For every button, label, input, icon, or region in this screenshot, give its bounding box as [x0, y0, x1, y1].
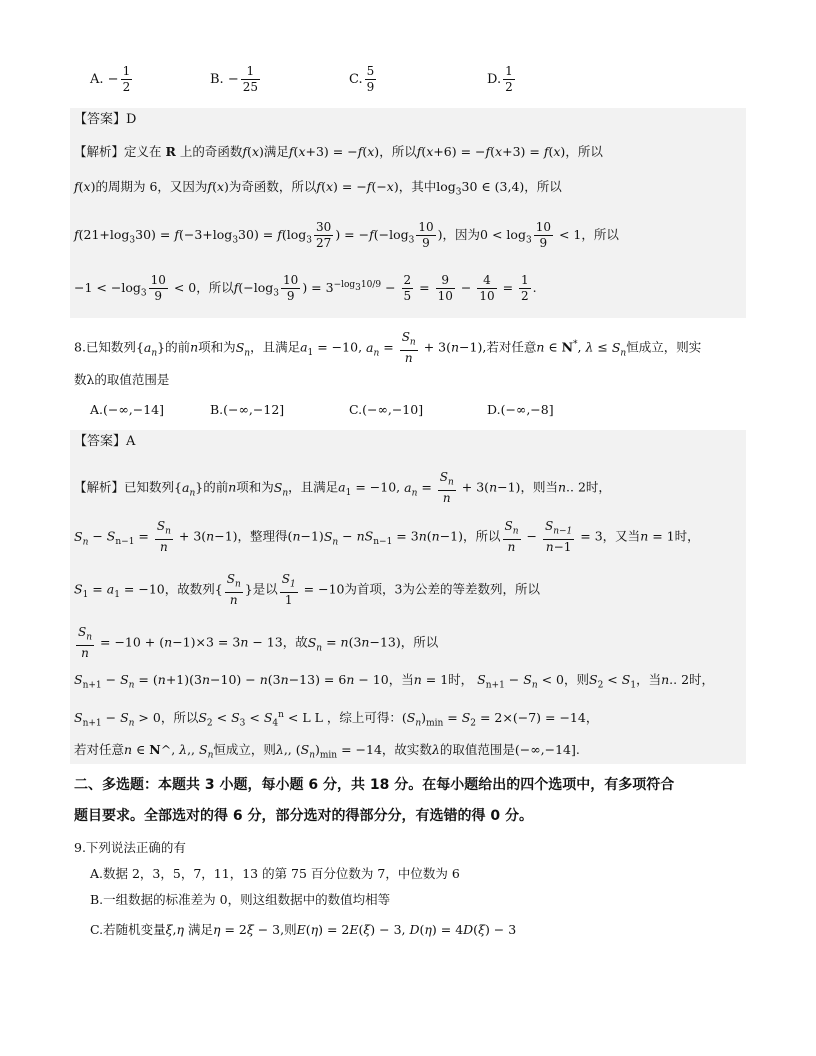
- q7-analysis-line-2: f(x)的周期为 6，又因为f(x)为奇函数，所以f(x) = −f(−x)，其中$\log_330$ ∈ (3,4)，所以: [74, 179, 562, 198]
- q7-option-c: [349, 64, 378, 95]
- q8-stem-line-2: 数λ的取值范围是: [74, 372, 170, 387]
- q8-option-c: C.(−∞,−10]: [349, 402, 424, 417]
- section-heading-line-1: 二、多选题：本题共 3 小题，每小题 6 分，共 18 分。在每小题给出的四个选项中，有多项符合: [74, 777, 675, 793]
- q8-analysis-line-2: $S_n - S_{n-1}$ = $\frac{S_n}{n}$ + 3(n−1)，整理得$(n-1)S_n - nS_{n-1} = 3n(n-1)$，所以 $\frac{S_n}{n}$ − $\frac{S_{n-1}}{n-1}$ = 3，又当n = 1时，: [74, 519, 700, 555]
- q8-analysis-line-7: 若对任意n ∈ N^, λ,, $S_n$恒成立，则λ,, $(S_n)_{min} = -14$，故实数λ的取值范围是(−∞,−14].: [74, 742, 580, 761]
- option-label: D.: [487, 72, 502, 87]
- q8-option-b: B.(−∞,−12]: [210, 402, 285, 417]
- option-label: B.: [210, 72, 224, 87]
- option-label: A.: [90, 72, 104, 87]
- q9-option-b: B.一组数据的标准差为 0，则这组数据中的数值均相等: [90, 892, 391, 907]
- q7-answer: 【答案】D: [74, 112, 137, 127]
- q9-stem: 9.下列说法正确的有: [74, 840, 186, 855]
- q8-answer: 【答案】A: [74, 434, 136, 449]
- q9-option-a: A.数据 2，3，5，7，11，13 的第 75 百分位数为 7，中位数为 6: [90, 866, 460, 881]
- q9-option-c: C.若随机变量ξ,η 满足η = 2ξ − 3,则E(η) = 2E(ξ) − 3, D(η) = 4D(ξ) − 3: [90, 922, 517, 937]
- q8-option-d: D.(−∞,−8]: [487, 402, 554, 417]
- q7-analysis-line-4: $-1 < -\log_3$ $\frac{10}{9}$ < 0，所以$f(-\log_3$ $\frac{10}{9}$ ) = $3^{-log_310/9}$ − $\frac{2}{5}$ = $\frac{9}{10}$ − $\frac{4}{10}$ = $\frac{1}{2}$ .: [74, 273, 537, 303]
- q8-analysis-line-4: $\frac{S_n}{n}$ = −10 + (n−1)×3 = 3n − 13，故$S_n = n(3n-13)$，所以: [78, 625, 439, 661]
- q8-analysis-line-5: $S_{n+1} - S_n = (n+1)(3n-10) - n(3n-13) = 6n - 10$，当n = 1时， $S_{n+1} - S_n < 0$，则$S_2 < S_1$，当n.. 2时，: [74, 672, 715, 691]
- q7-analysis-line-1: 【解析】定义在 R 上的奇函数f(x)满足f(x+3) = −f(x)，所以f(x+6) = −f(x+3) = f(x)，所以: [74, 144, 603, 159]
- option-label: C.: [349, 72, 363, 87]
- fraction: $\frac{1}{2}$: [122, 64, 131, 94]
- fraction: $\frac{1}{2}$: [505, 64, 513, 94]
- q7-analysis-line-3: $f(21+\log_330) = f(-3+\log_330) = f(\log_3$ $\frac{30}{27}$ ) = $-f(-\log_3$ $\frac{10}{9}$ )，因为$0 < \log_3$ $\frac{10}{9}$ < 1，所以: [74, 220, 619, 250]
- q8-analysis-line-6: $S_{n+1} - S_n > 0$，所以$S_2 < S_3 < S_4^n < L$ L ，综上可得：$(S_n)_{min} = S_2 = 2\times(-7) = -14$，: [74, 710, 599, 729]
- q7-option-b: B. − $\frac{1}{25}$: [210, 64, 258, 94]
- q7-option-d: [487, 64, 517, 95]
- fraction: $\frac{1}{25}$: [242, 64, 258, 94]
- q8-analysis-line-1: 【解析】已知数列$\{a_n\}$的前n项和为$S_n$，且满足$a_1 = -10$, $a_n$ = $\frac{S_n}{n}$ + 3(n−1)，则当n.. 2时，: [74, 470, 611, 506]
- section-heading-line-2: 题目要求。全部选对的得 6 分，部分选对的得部分分，有选错的得 0 分。: [74, 808, 533, 824]
- fraction: $\frac{5}{9}$: [366, 64, 375, 94]
- q8-option-a: A.(−∞,−14]: [90, 402, 165, 417]
- q7-option-a: A. − $\frac{1}{2}$: [90, 64, 131, 94]
- q8-stem-line-1: 8.已知数列$\{a_n\}$的前n项和为$S_n$，且满足$a_1 = -10$, $a_n$ = $\frac{S_n}{n}$ + 3(n−1),若对任意n ∈ N*, $\lambda \le S_n$恒成立，则实: [74, 330, 702, 366]
- q8-analysis-line-3: $S_1 = a_1 = -10$，故数列{ $\frac{S_n}{n}$ }是以 $\frac{S_1}{1}$ = −10为首项，3为公差的等差数列，所以: [74, 572, 540, 608]
